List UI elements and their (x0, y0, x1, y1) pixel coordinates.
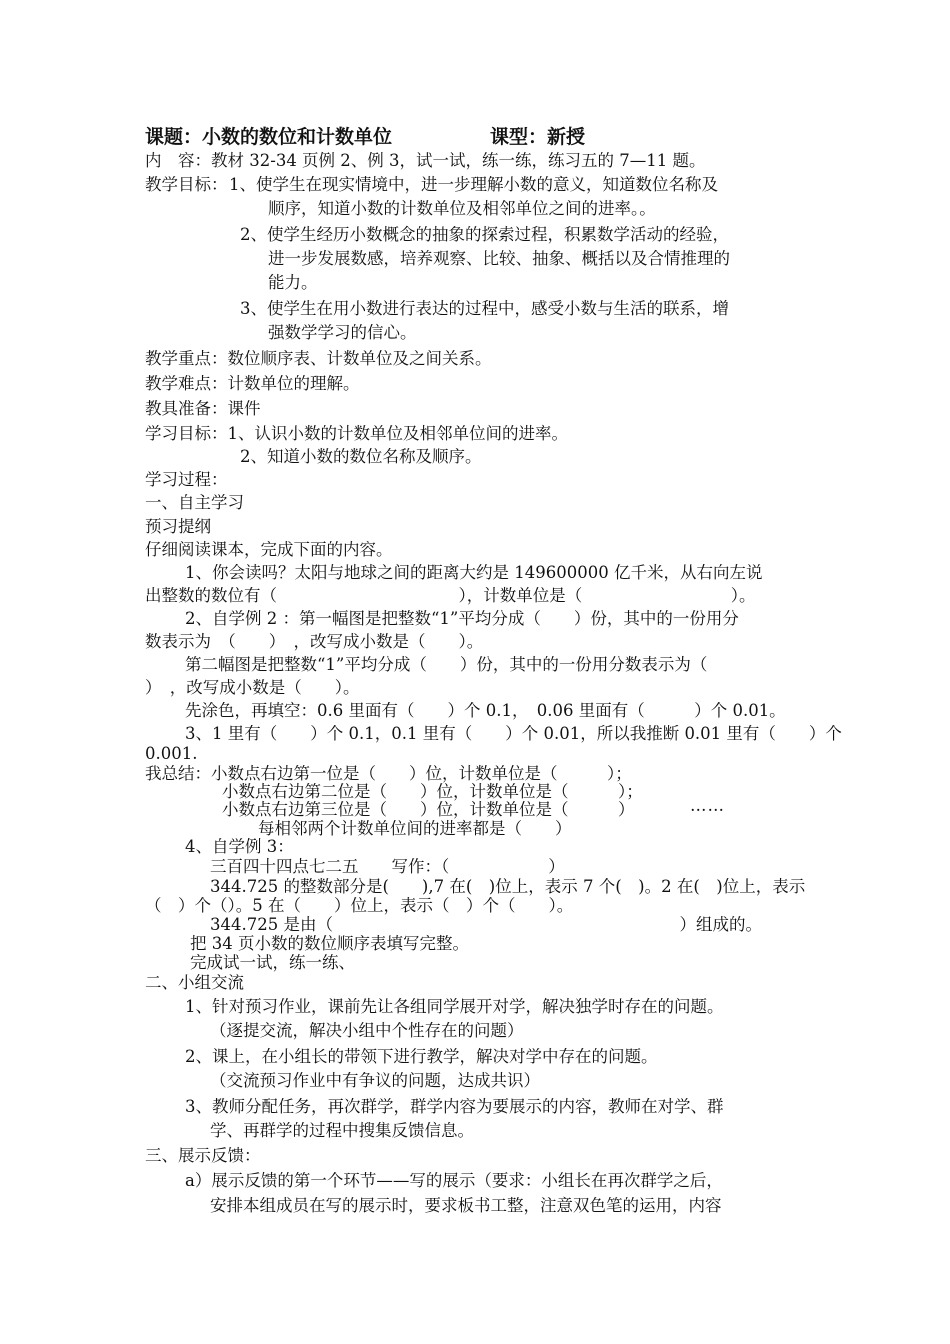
outline-heading: 预习提纲 (145, 517, 211, 536)
question-line: 2、自学例 2 ：第一幅图是把整数“1”平均分成（ ）份，其中的一份用分 (185, 609, 739, 628)
content-line: 内 容：教材 32-34 页例 2、例 3，试一试，练一练，练习五的 7—11 题。 (145, 151, 706, 170)
question-line: ） ，改写成小数是（ ）。 (145, 678, 360, 697)
goal-line: 能力。 (268, 273, 318, 292)
section-heading: 三、展示反馈： (145, 1146, 261, 1165)
tools-line: 教具准备：课件 (145, 399, 261, 418)
question-line: 完成试一试，练一练、 (190, 953, 355, 972)
section-heading: 一、自主学习 (145, 493, 244, 512)
feedback-line: a）展示反馈的第一个环节——写的展示（要求：小组长在再次群学之后， (185, 1171, 723, 1190)
learn-goal-line: 2、知道小数的数位名称及顺序。 (240, 447, 482, 466)
question-line: 第二幅图是把整数“1”平均分成（ ）份，其中的一份用分数表示为（ (185, 655, 708, 674)
goal-line: 1、使学生在现实情境中，进一步理解小数的意义，知道数位名称及 (229, 175, 718, 194)
group-note: （逐提交流，解决小组中个性存在的问题） (210, 1021, 524, 1040)
process-heading: 学习过程： (145, 470, 228, 489)
question-line: 1、你会读吗？太阳与地球之间的距离大约是 149600000 亿千米，从右向左说 (185, 563, 763, 582)
group-note: （交流预习作业中有争议的问题，达成共识） (210, 1071, 540, 1090)
goal-label: 教学目标： (145, 175, 228, 194)
question-line: 把 34 页小数的数位顺序表填写完整。 (190, 934, 469, 953)
group-line: 2、课上，在小组长的带领下进行教学，解决对学中存在的问题。 (185, 1047, 658, 1066)
question-line: 3、1 里有（ ）个 0.1，0.1 里有（ ）个 0.01，所以我推断 0.01 里有（ ）个 (185, 724, 842, 743)
group-line: 3、教师分配任务，再次群学，群学内容为要展示的内容，教师在对学、群 (185, 1097, 724, 1116)
goal-line: 2、使学生经历小数概念的抽象的探索过程，积累数学活动的经验， (240, 225, 729, 244)
goal-line: 进一步发展数感，培养观察、比较、抽象、概括以及合情推理的 (268, 249, 730, 268)
question-line: 4、自学例 3： (185, 837, 294, 856)
goal-line: 顺序，知道小数的计数单位及相邻单位之间的进率。。 (268, 199, 656, 218)
instruction-line: 仔细阅读课本，完成下面的内容。 (145, 540, 393, 559)
question-line: 出整数的数位有（ ），计数单位是（ ）。 (145, 586, 756, 605)
lesson-type: 课型：新授 (490, 126, 586, 148)
question-line: （ ）个（）。5 在（ ）位上，表示（ ）个（ ）。 (145, 896, 574, 915)
learn-goal-line: 学习目标：1、认识小数的计数单位及相邻单位间的进率。 (145, 424, 568, 443)
summary-line: 小数点右边第二位是（ ）位，计数单位是（ ）； (222, 782, 643, 801)
summary-line: 我总结：小数点右边第一位是（ ）位，计数单位是（ ）； (145, 764, 632, 783)
summary-line: 小数点右边第三位是（ ）位，计数单位是（ ） (222, 800, 635, 819)
difficult-point: 教学难点：计数单位的理解。 (145, 374, 360, 393)
question-line: 先涂色，再填空：0.6 里面有（ ）个 0.1， 0.06 里面有（ ）个 0.01。 (185, 701, 786, 720)
question-line: 344.725 是由（ ）组成的。 (210, 915, 762, 934)
question-line: 0.001. (145, 744, 198, 763)
goal-line: 强数学学习的信心。 (268, 323, 417, 342)
question-line: 344.725 的整数部分是( ),7 在( )位上，表示 7 个( )。2 在( )位上，表示 (210, 877, 806, 896)
section-heading: 二、小组交流 (145, 973, 244, 992)
lesson-title: 课题：小数的数位和计数单位 (145, 126, 393, 148)
group-line: 1、针对预习作业，课前先让各组同学展开对学，解决独学时存在的问题。 (185, 997, 724, 1016)
feedback-line: 安排本组成员在写的展示时，要求板书工整，注意双色笔的运用，内容 (210, 1196, 722, 1215)
question-line: 三百四十四点七二五 写作：（ ） (210, 857, 565, 876)
question-line: 数表示为 （ ） ，改写成小数是（ ）。 (145, 632, 484, 651)
summary-line: 每相邻两个计数单位间的进率都是（ ） (258, 819, 572, 838)
ellipsis: …… (690, 796, 725, 815)
group-line: 学、再群学的过程中搜集反馈信息。 (210, 1121, 474, 1140)
goal-line: 3、使学生在用小数进行表达的过程中，感受小数与生活的联系，增 (240, 299, 729, 318)
key-point: 教学重点：数位顺序表、计数单位及之间关系。 (145, 349, 492, 368)
